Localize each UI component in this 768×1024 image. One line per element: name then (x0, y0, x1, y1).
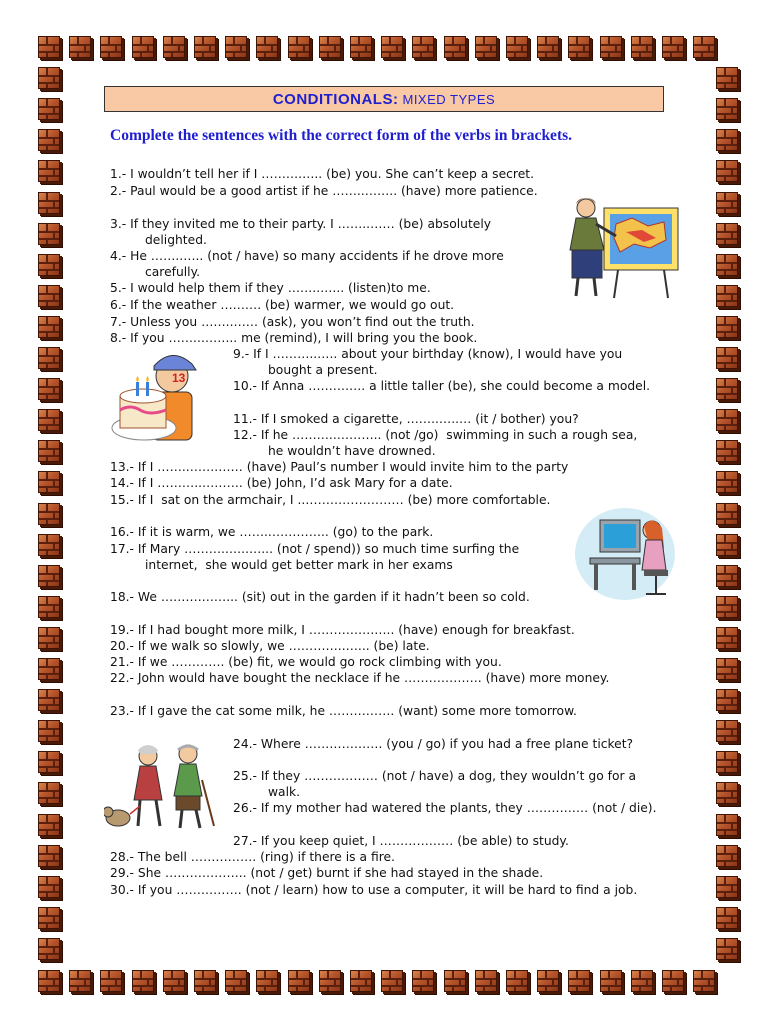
exercise-1: 1.- I wouldn’t tell her if I ……….….. (be) you. She can’t keep a secret. (110, 167, 534, 181)
birthday-illustration (110, 344, 220, 448)
brick-icon (381, 970, 403, 992)
brick-icon (600, 36, 622, 58)
brick-icon (662, 36, 684, 58)
exercise-11: 11.- If I smoked a cigarette, ……..…..… (it / bother) you? (233, 412, 579, 426)
brick-icon (38, 378, 60, 400)
brick-icon (716, 471, 738, 493)
brick-icon (38, 471, 60, 493)
brick-icon (716, 845, 738, 867)
brick-icon (716, 658, 738, 680)
exercise-14: 14.- If I ………..………. (be) John, I’d ask Mary for a date. (110, 476, 453, 490)
brick-icon (38, 316, 60, 338)
exercise-18: 18.- We ……….……... (sit) out in the garden if it hadn’t been so cold. (110, 590, 530, 604)
exercise-15: 15.- If I sat on the armchair, I ..…………………… (be) more comfortable. (110, 493, 551, 507)
brick-icon (100, 36, 122, 58)
exercise-22: 22.- John would have bought the necklace if he ………………. (have) more money. (110, 671, 610, 685)
exercise-6: 6.- If the weather ………. (be) warmer, we would go out. (110, 298, 455, 312)
brick-icon (38, 720, 60, 742)
exercise-16: 16.- If it is warm, we ……..………….. (go) to the park. (110, 525, 434, 539)
brick-icon (716, 938, 738, 960)
exercise-29: 29.- She ……………….. (not / get) burnt if she had stayed in the shade. (110, 866, 544, 880)
brick-icon (38, 440, 60, 462)
brick-icon (631, 970, 653, 992)
brick-icon (506, 36, 528, 58)
exercise-23: 23.- If I gave the cat some milk, he ……………. (want) some more tomorrow. (110, 704, 577, 718)
brick-icon (716, 907, 738, 929)
brick-icon (716, 814, 738, 836)
brick-icon (38, 129, 60, 151)
brick-icon (69, 36, 91, 58)
brick-icon (350, 970, 372, 992)
brick-icon (716, 378, 738, 400)
exercise-17: 17.- If Mary ………..…..…... (not / spend)) so much time surfing the internet, she would get better mark in her exams (110, 542, 524, 573)
brick-icon (350, 36, 372, 58)
brick-icon (716, 782, 738, 804)
brick-icon (163, 36, 185, 58)
brick-icon (716, 876, 738, 898)
brick-icon (568, 36, 590, 58)
title-box (104, 86, 664, 112)
brick-icon (38, 907, 60, 929)
brick-icon (600, 970, 622, 992)
brick-icon (716, 565, 738, 587)
brick-icon (225, 36, 247, 58)
exercise-2: 2.- Paul would be a good artist if he ……..…….. (have) more patience. (110, 184, 538, 198)
exercise-26: 26.- If my mother had watered the plants, they …………… (not / die). (233, 801, 657, 815)
brick-icon (693, 36, 715, 58)
brick-icon (662, 970, 684, 992)
brick-icon (132, 970, 154, 992)
cake-number: 13 (172, 371, 186, 385)
brick-icon (716, 751, 738, 773)
brick-icon (38, 751, 60, 773)
brick-icon (716, 596, 738, 618)
brick-icon (38, 596, 60, 618)
brick-icon (716, 129, 738, 151)
exercise-27: 27.- If you keep quiet, I ……………… (be able) to study. (233, 834, 569, 848)
exercise-5: 5.- I would help them if they ……..…... (listen)to me. (110, 281, 431, 295)
brick-icon (381, 36, 403, 58)
brick-icon (38, 565, 60, 587)
brick-icon (412, 970, 434, 992)
brick-icon (38, 689, 60, 711)
brick-icon (38, 285, 60, 307)
brick-icon (38, 814, 60, 836)
brick-icon (319, 36, 341, 58)
brick-icon (38, 534, 60, 556)
brick-icon (38, 192, 60, 214)
exercise-3: 3.- If they invited me to their party. I ……..…… (be) absolutely delighted. (110, 217, 495, 248)
brick-icon (194, 970, 216, 992)
title-main: CONDITIONALS: (272, 90, 399, 108)
brick-icon (716, 720, 738, 742)
brick-icon (716, 98, 738, 120)
brick-icon (693, 970, 715, 992)
brick-icon (38, 658, 60, 680)
brick-icon (568, 970, 590, 992)
brick-icon (256, 36, 278, 58)
brick-icon (444, 36, 466, 58)
exercise-7: 7.- Unless you ……..…… (ask), you won’t find out the truth. (110, 315, 475, 329)
brick-icon (716, 192, 738, 214)
exercise-21: 21.- If we …………. (be) fit, we would go rock climbing with you. (110, 655, 502, 669)
brick-icon (716, 223, 738, 245)
brick-icon (194, 36, 216, 58)
brick-icon (38, 627, 60, 649)
brick-icon (506, 970, 528, 992)
brick-icon (716, 627, 738, 649)
brick-icon (716, 409, 738, 431)
brick-icon (537, 970, 559, 992)
exercise-24: 24.- Where ………………. (you / go) if you had a free plane ticket? (233, 737, 634, 751)
brick-icon (225, 970, 247, 992)
brick-icon (38, 98, 60, 120)
teacher-illustration (564, 188, 682, 300)
brick-icon (412, 36, 434, 58)
couple-illustration (104, 740, 228, 836)
brick-icon (319, 970, 341, 992)
title-sub: MIXED TYPES (402, 91, 496, 107)
brick-icon (537, 36, 559, 58)
exercise-10: 10.- If Anna ……….…. a little taller (be), she could become a model. (233, 379, 651, 393)
brick-icon (38, 938, 60, 960)
brick-icon (38, 970, 60, 992)
brick-icon (716, 285, 738, 307)
brick-icon (38, 254, 60, 276)
exercise-12: 12.- If he ………..……….. (not /go) swimming in such a rough sea, he wouldn’t have drowned. (233, 428, 642, 459)
brick-icon (38, 67, 60, 89)
exercise-30: 30.- If you ……………. (not / learn) how to use a computer, it will be hard to find a job. (110, 883, 638, 897)
brick-icon (256, 970, 278, 992)
exercise-19: 19.- If I had bought more milk, I …………….….. (have) enough for breakfast. (110, 623, 575, 637)
brick-icon (69, 970, 91, 992)
brick-icon (716, 67, 738, 89)
brick-icon (475, 36, 497, 58)
brick-icon (716, 254, 738, 276)
brick-icon (444, 970, 466, 992)
brick-icon (38, 845, 60, 867)
brick-icon (38, 876, 60, 898)
brick-icon (475, 970, 497, 992)
exercise-25: 25.- If they ……………… (not / have) a dog, they wouldn’t go for a walk. (233, 769, 640, 800)
brick-icon (38, 223, 60, 245)
brick-icon (288, 970, 310, 992)
exercise-4: 4.- He ……..….. (not / have) so many accidents if he drove more carefully. (110, 249, 508, 280)
brick-icon (38, 36, 60, 58)
brick-icon (38, 782, 60, 804)
brick-icon (38, 160, 60, 182)
brick-icon (716, 160, 738, 182)
brick-icon (38, 503, 60, 525)
exercise-8: 8.- If you ……..……... me (remind), I will bring you the book. (110, 331, 478, 345)
exercise-9: 9.- If I ………..….. about your birthday (know), I would have you bought a present. (233, 347, 627, 378)
brick-icon (631, 36, 653, 58)
brick-icon (100, 970, 122, 992)
exercise-13: 13.- If I ……..…….…… (have) Paul’s number I would invite him to the party (110, 460, 569, 474)
brick-icon (716, 503, 738, 525)
brick-icon (38, 347, 60, 369)
brick-icon (132, 36, 154, 58)
brick-icon (38, 409, 60, 431)
exercise-20: 20.- If we walk so slowly, we …………..…... (be) late. (110, 639, 430, 653)
exercise-28: 28.- The bell ……………. (ring) if there is a fire. (110, 850, 395, 864)
brick-icon (716, 347, 738, 369)
brick-icon (163, 970, 185, 992)
brick-icon (716, 316, 738, 338)
computer-illustration (570, 500, 680, 604)
brick-icon (288, 36, 310, 58)
brick-icon (716, 689, 738, 711)
brick-icon (716, 534, 738, 556)
brick-icon (716, 440, 738, 462)
instructions: Complete the sentences with the correct form of the verbs in brackets. (110, 127, 573, 144)
